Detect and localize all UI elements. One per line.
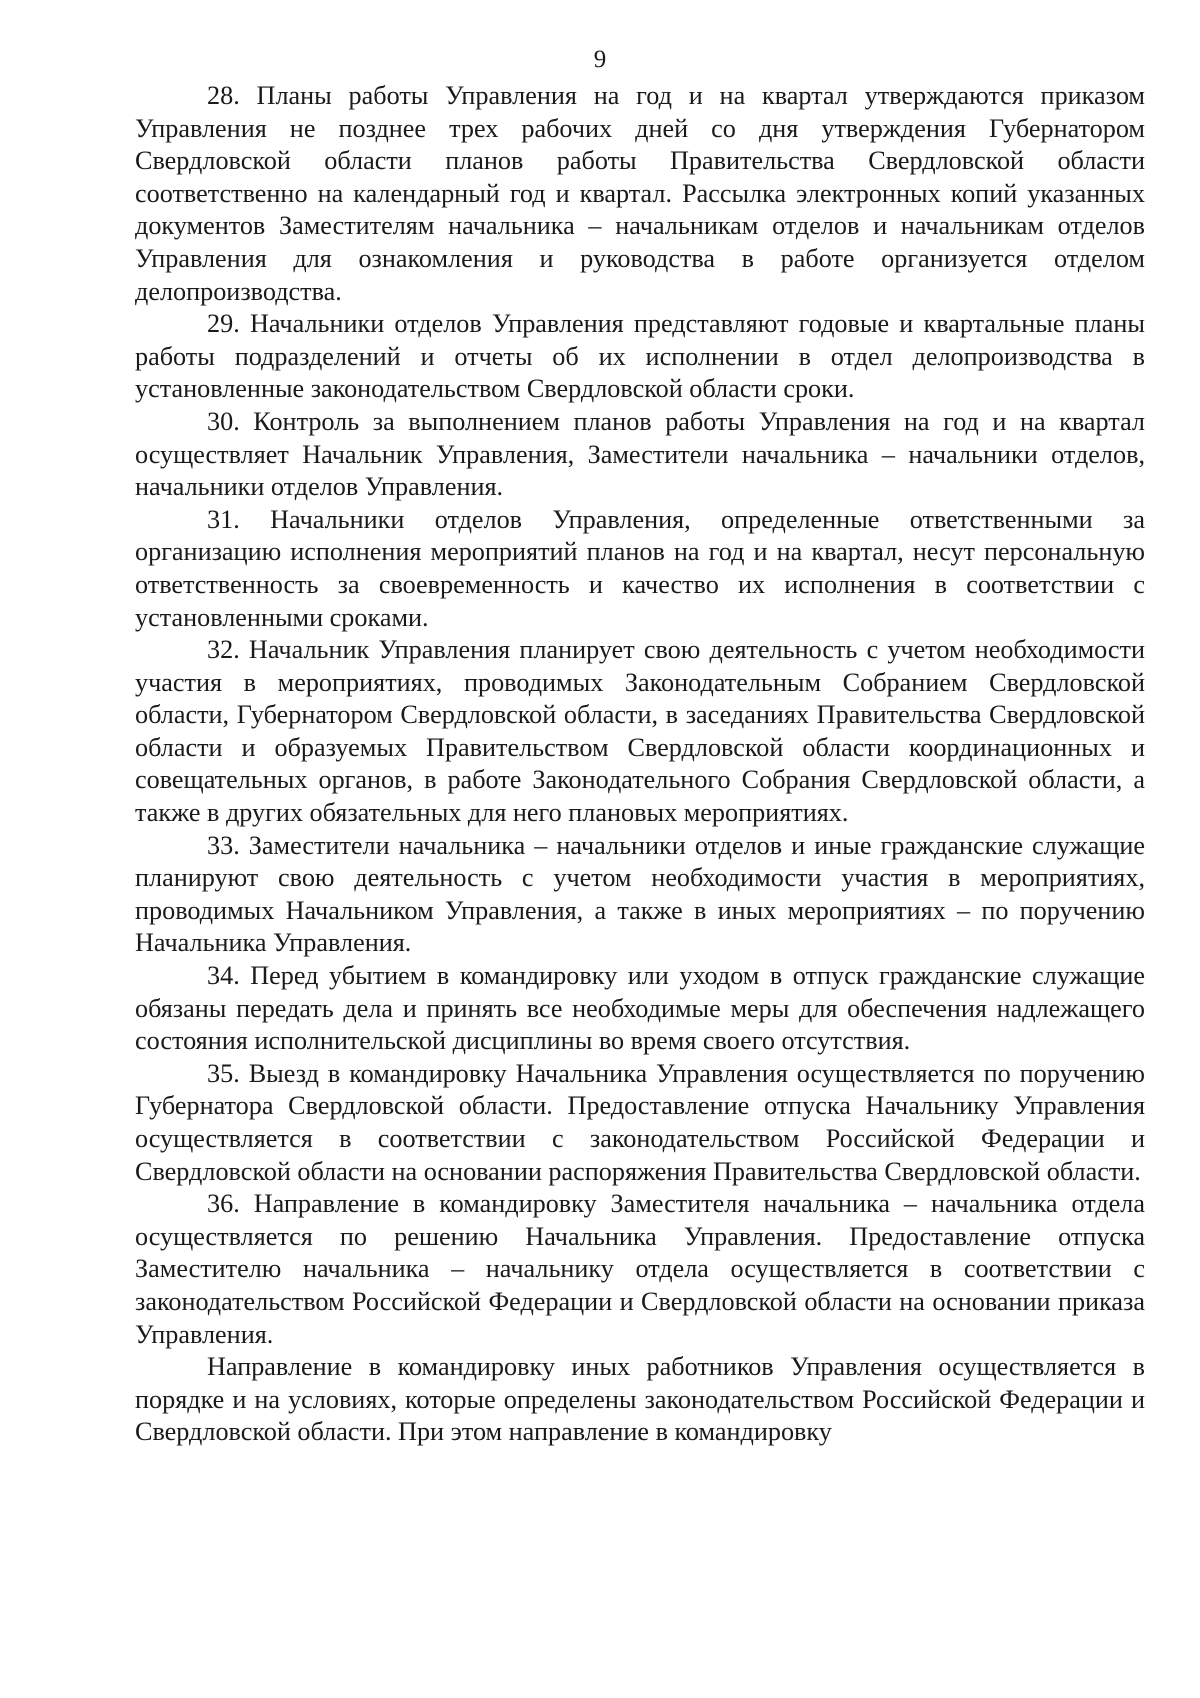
paragraph-32: 32. Начальник Управления планирует свою деятельность с учетом необходимости участия в мероприятиях, проводимых Законодательным Собранием Свердловской области, Губернатором Свердловской области, в заседаниях Правительства Свердловской области и образуемых Правительством Свердловской области координационных и совещательных органов, в работе Законодательного Собрания Свердловской области, а также в других обязательных для него плановых мероприятиях.	[135, 635, 1145, 828]
paragraph-35: 35. Выезд в командировку Начальника Управления осуществляется по поручению Губернатора Свердловской области. Предоставление отпуска Начальнику Управления осуществляется в соответствии с законодательством Российской Федерации и Свердловской области на основании распоряжения Правительства Свердловской области.	[135, 1058, 1145, 1186]
paragraph-36: 36. Направление в командировку Заместителя начальника – начальника отдела осуществляется по решению Начальника Управления. Предоставление отпуска Заместителю начальника – начальнику отдела осуществляется в соответствии с законодательством Российской Федерации и Свердловской области на основании приказа Управления.	[135, 1189, 1145, 1349]
paragraph-30: 30. Контроль за выполнением планов работы Управления на год и на квартал осуществляет Начальник Управления, Заместители начальника – начальники отделов, начальники отделов Управления.	[135, 406, 1145, 502]
paragraph-28: 28. Планы работы Управления на год и на квартал утверждаются приказом Управления не позднее трех рабочих дней со дня утверждения Губернатором Свердловской области планов работы Правительства Свердловской области соответственно на календарный год и квартал. Рассылка электронных копий указанных документов Заместителям начальника – начальникам отделов и начальникам отделов Управления для ознакомления и руководства в работе организуется отделом делопроизводства.	[135, 81, 1145, 306]
page-number: 9	[593, 46, 607, 73]
paragraph-31: 31. Начальники отделов Управления, определенные ответственными за организацию исполнения мероприятий планов на год и на квартал, несут персональную ответственность за своевременность и качество их исполнения в соответствии с установленными сроками.	[135, 504, 1145, 632]
paragraph-34: 34. Перед убытием в командировку или уходом в отпуск гражданские служащие обязаны передать дела и принять все необходимые меры для обеспечения надлежащего состояния исполнительской дисциплины во время своего отсутствия.	[135, 961, 1145, 1056]
paragraph-33: 33. Заместители начальника – начальники отделов и иные гражданские служащие планируют свою деятельность с учетом необходимости участия в мероприятиях, проводимых Начальником Управления, а также в иных мероприятиях – по поручению Начальника Управления.	[135, 830, 1145, 958]
paragraph-29: 29. Начальники отделов Управления представляют годовые и квартальные планы работы подразделений и отчеты об их исполнении в отдел делопроизводства в установленные законодательством Свердловской области сроки.	[135, 309, 1145, 404]
paragraph-36-continued: Направление в командировку иных работников Управления осуществляется в порядке и на условиях, которые определены законодательством Российской Федерации и Свердловской области. При этом направление в командировку	[135, 1352, 1145, 1447]
document-body	[135, 80, 1145, 1449]
